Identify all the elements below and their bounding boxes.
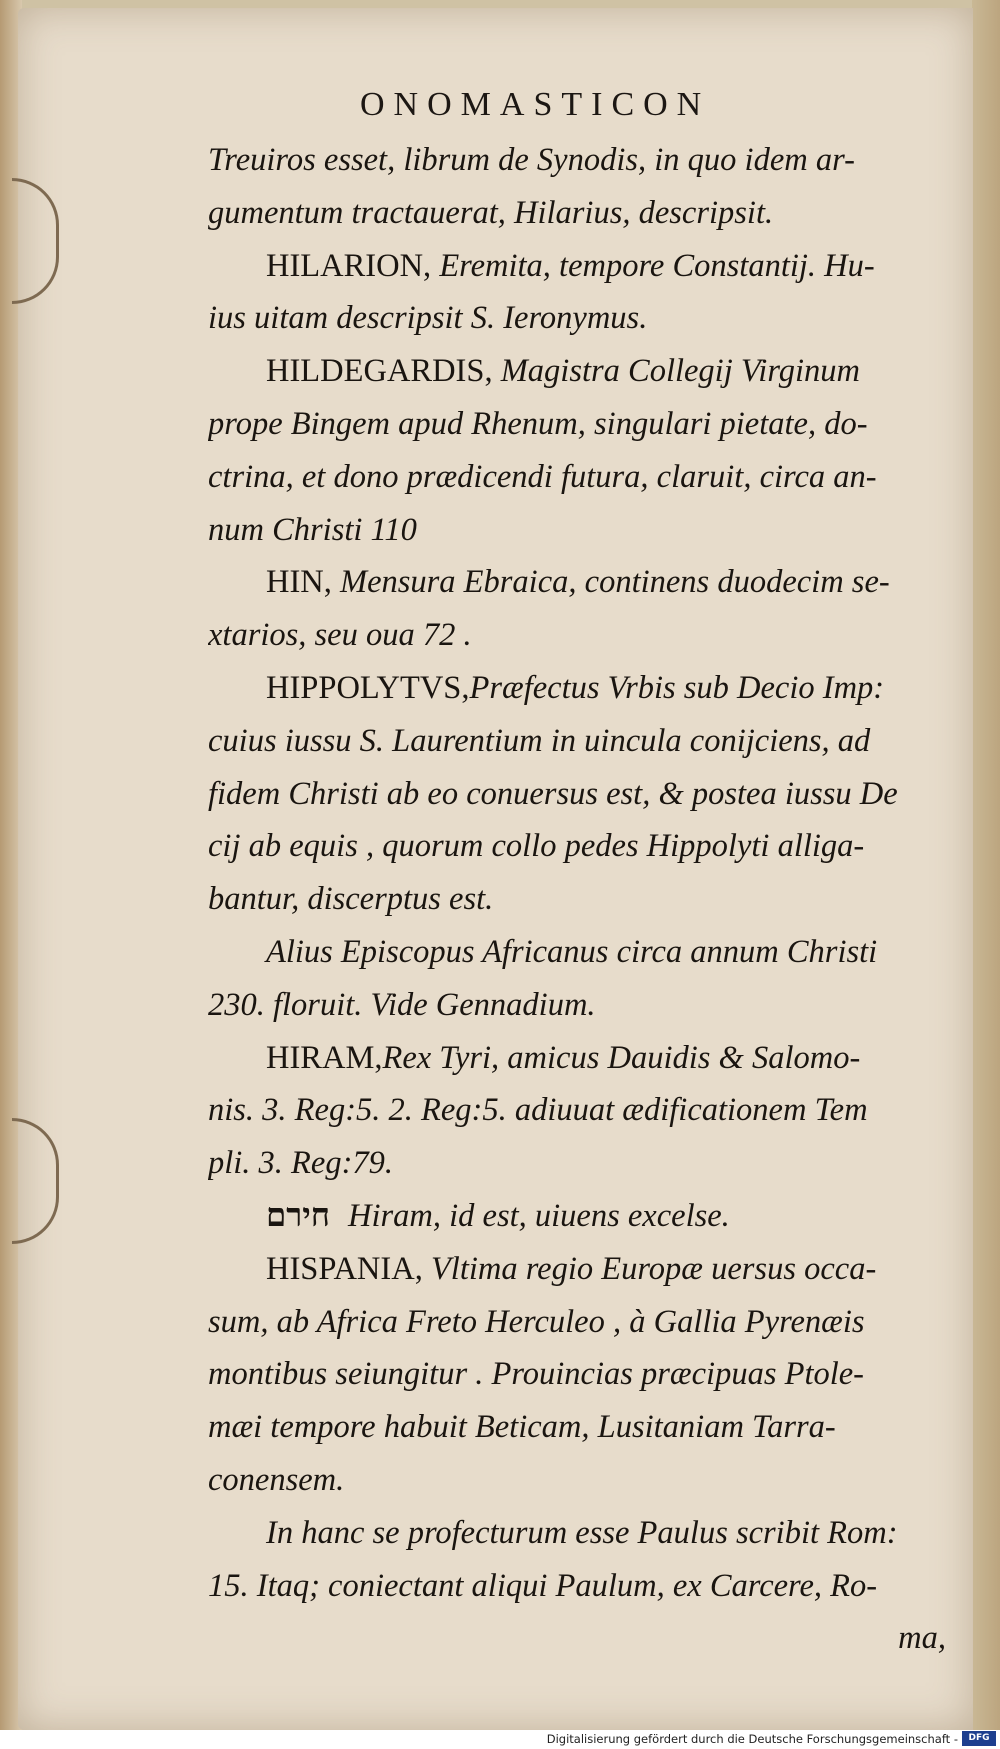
text-line xyxy=(208,187,946,240)
text-line xyxy=(208,715,946,768)
line-text: Treuiros esset, librum de Synodis, in quo idem ar- xyxy=(208,142,855,178)
line-text: cij ab equis , quorum collo pedes Hippolyti alliga- xyxy=(208,828,865,865)
page-body-text xyxy=(208,134,946,1665)
hebrew-word: חירם xyxy=(266,1197,331,1234)
text-line xyxy=(208,609,946,662)
line-text: xtarios, seu oua 72 . xyxy=(208,617,472,654)
text-line xyxy=(208,134,946,187)
line-text: ius uitam descripsit S. Ieronymus. xyxy=(208,300,648,337)
catchword: ma, xyxy=(898,1620,946,1657)
entry-headword: HILDEGARDIS, xyxy=(266,353,493,390)
footer-credit: Digitalisierung gefördert durch die Deutsche Forschungsgemeinschaft - xyxy=(546,1732,958,1746)
line-text: Vltima regio Europæ uersus occa- xyxy=(422,1250,877,1287)
text-line xyxy=(208,556,946,609)
line-text: Hiram, id est, uiuens excelse. xyxy=(348,1197,730,1234)
text-line xyxy=(208,1243,946,1296)
entry-headword: HIPPOLYTVS, xyxy=(266,669,470,706)
line-text: mæi tempore habuit Beticam, Lusitaniam Tarra- xyxy=(208,1409,836,1446)
text-line xyxy=(208,979,946,1032)
text-line xyxy=(208,504,946,557)
line-text: 230. floruit. Vide Gennadium. xyxy=(208,986,596,1023)
entry-headword: HIRAM, xyxy=(266,1039,383,1076)
line-text: gumentum tractauerat, Hilarius, descripsit. xyxy=(208,194,774,231)
entry-headword: HIN, xyxy=(266,564,332,601)
line-text: cuius iussu S. Laurentium in uincula conijciens, ad xyxy=(208,722,871,759)
text-line xyxy=(208,1190,946,1243)
binding-clip-bottom xyxy=(12,1118,59,1244)
text-line xyxy=(208,662,946,715)
binding-clip-top xyxy=(12,178,59,304)
line-text: Mensura Ebraica, continens duodecim se- xyxy=(331,564,890,601)
text-line xyxy=(208,820,946,873)
text-line xyxy=(208,873,946,926)
dfg-logo: DFG xyxy=(962,1731,996,1746)
line-text: In hanc se profecturum esse Paulus scribit Rom: xyxy=(266,1514,898,1551)
line-text: fidem Christi ab eo conuersus est, & postea iussu De xyxy=(208,775,898,812)
line-text: Rex Tyri, amicus Dauidis & Salomo- xyxy=(382,1039,861,1076)
running-head: ONOMASTICON xyxy=(360,86,711,123)
text-line xyxy=(208,1084,946,1137)
entry-headword: HILARION, xyxy=(266,247,432,284)
line-text: Alius Episcopus Africanus circa annum Christi xyxy=(266,933,878,970)
text-line xyxy=(208,1454,946,1507)
line-text: Præfectus Vrbis sub Decio Imp: xyxy=(469,669,885,706)
text-line xyxy=(208,926,946,979)
text-line xyxy=(208,240,946,293)
text-line xyxy=(208,451,946,504)
line-text: pli. 3. Reg:79. xyxy=(208,1145,394,1182)
digitization-footer xyxy=(0,1730,1000,1749)
text-line xyxy=(208,398,946,451)
text-line xyxy=(208,1401,946,1454)
line-text: 15. Itaq; coniectant aliqui Paulum, ex Carcere, Ro- xyxy=(208,1567,878,1604)
line-text: bantur, discerptus est. xyxy=(208,881,494,918)
text-line xyxy=(208,1507,946,1560)
line-text: Eremita, tempore Constantij. Hu- xyxy=(431,247,875,284)
line-text: ctrina, et dono prædicendi futura, claruit, circa an- xyxy=(208,458,877,495)
line-text: Magistra Collegij Virginum xyxy=(492,353,861,390)
text-line xyxy=(208,345,946,398)
line-text: prope Bingem apud Rhenum, singulari pietate, do- xyxy=(208,405,868,442)
page-right-edge xyxy=(972,0,1000,1730)
line-text: num Christi 110 xyxy=(208,511,417,548)
text-line xyxy=(208,1348,946,1401)
text-line xyxy=(208,1137,946,1190)
text-line xyxy=(208,292,946,345)
text-line xyxy=(208,1296,946,1349)
text-line xyxy=(208,1032,946,1085)
line-text: nis. 3. Reg:5. 2. Reg:5. adiuuat ædificationem Tem xyxy=(208,1092,868,1129)
text-line xyxy=(208,768,946,821)
line-text: sum, ab Africa Freto Herculeo , à Gallia Pyrenæis xyxy=(208,1303,865,1340)
entry-headword: HISPANIA, xyxy=(266,1250,423,1287)
line-text: montibus seiungitur . Prouincias præcipuas Ptole- xyxy=(208,1356,864,1393)
line-text: conensem. xyxy=(208,1461,345,1498)
text-line xyxy=(208,1560,946,1613)
